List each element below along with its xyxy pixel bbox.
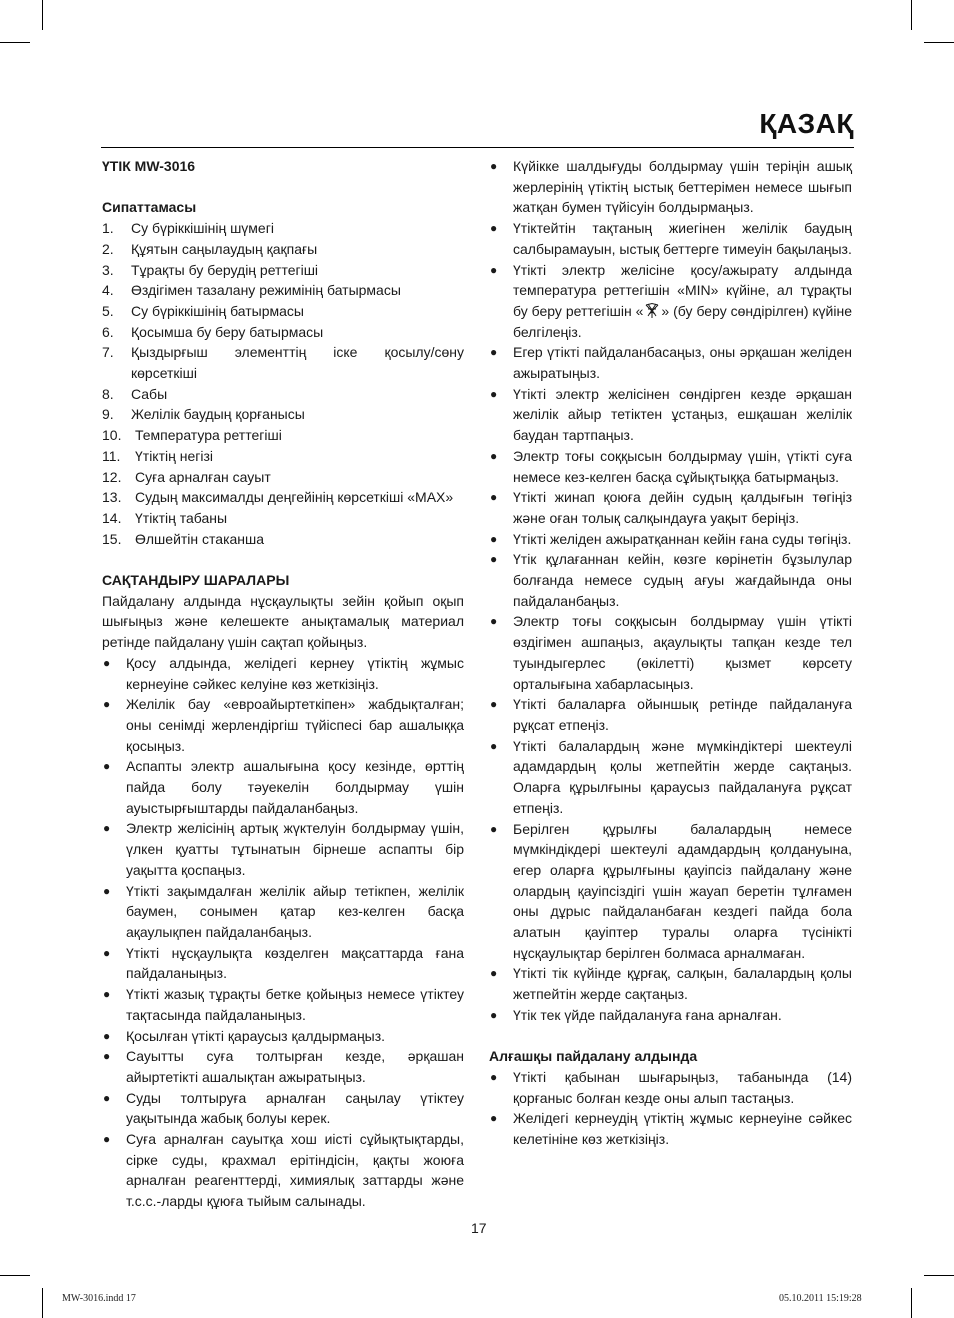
item-text: Аспапты электр ашалығына қосу кезінде, өрттің пайда болу тәуекелін болдырмау үшін ауыстырғыштарды пайдаланбаңыз.: [126, 758, 464, 816]
crop-mark: [924, 1275, 954, 1276]
bullet: ●: [103, 821, 111, 836]
item-text: Суға арналған сауытқа хош иісті сұйықтықтарды, сірке суды, крахмал ерітіндісін, қақты жоюға арналған реагенттерді, химиялық заттарды және т.с.с.-ларды құюға тыйым салынады.: [126, 1131, 464, 1210]
list-item: [489, 260, 852, 343]
item-text: Желілік баудың қорғанысы: [131, 406, 305, 423]
crop-mark: [0, 1275, 30, 1276]
crop-mark: [42, 0, 43, 30]
bullet: ●: [103, 1132, 111, 1147]
item-text: Үтікті балалардың және мүмкіндіктері шектеулі адамдардың қолы жетпейтін жерде сақтаңыз. Оларға құрылғыны қараусыз пайдалануға рұқсат етпеңіз.: [513, 737, 852, 816]
list-item: [489, 611, 852, 694]
description-heading: Сипаттамасы: [102, 199, 197, 216]
list-item: [489, 1005, 852, 1026]
bullet: ●: [103, 945, 111, 960]
item-number: 9.: [102, 406, 114, 423]
bullet: ●: [490, 1111, 498, 1126]
steam-off-icon: [643, 302, 661, 320]
list-item: [102, 508, 464, 529]
item-text: Күйікке шалдығуды болдырмау үшін теріңін ашық жерлерінің үтіктің ыстық беттерімен немесе шығып жатқан бумен түйісуін болдырмаңыз.: [513, 158, 852, 216]
item-text: Судың максималды деңгейінің көрсеткіші «MAX»: [135, 489, 454, 506]
item-text: Құятын саңылаудың қақпағы: [131, 240, 318, 257]
item-text: Электр желісінің артық жүктелуін болдырмау үшін, үлкен қуатты тұтынатын бірнеше аспапты бір уақытта қоспаңыз.: [126, 820, 464, 878]
bullet: ●: [490, 221, 498, 236]
item-number: 14.: [102, 509, 122, 526]
item-number: 11.: [102, 447, 121, 464]
item-text: Егер үтікті пайдаланбасаңыз, оны әрқашан желіден ажыратыңыз.: [513, 344, 852, 382]
right-column: [489, 156, 852, 1150]
item-text: Қыздырғыш элементтің іске қосылу/сөну көрсеткіші: [131, 344, 464, 382]
list-item: [489, 549, 852, 611]
steam-bullet-list: [489, 260, 852, 343]
list-item: [102, 818, 464, 880]
item-number: 5.: [102, 302, 114, 319]
bullet: ●: [103, 987, 111, 1002]
bullet: ●: [490, 552, 498, 567]
model-title: ҮТІК MW-3016: [102, 158, 196, 174]
list-item: [489, 694, 852, 735]
list-item: [102, 404, 464, 425]
bullet: ●: [103, 759, 111, 774]
item-number: 4.: [102, 282, 114, 299]
steam-text-after: » (бу беру сөндірілген) күйіне белгілеңіз.: [513, 302, 852, 340]
bullet: ●: [490, 966, 498, 981]
list-item: [102, 756, 464, 818]
bullet: ●: [103, 883, 111, 898]
bullet: ●: [490, 262, 498, 277]
crop-mark: [911, 1288, 912, 1318]
item-text: Температура реттегіші: [135, 427, 282, 444]
item-number: 12.: [102, 468, 122, 485]
list-item: [102, 280, 464, 301]
bullet: ●: [490, 1007, 498, 1022]
item-text: Үтікті жазық тұрақты бетке қойыңыз немесе үтіктеу тақтасында пайдаланыңыз.: [126, 986, 464, 1023]
safety-intro: Пайдалану алдында нұсқаулықты зейін қойып оқып шығыңыз және келешекте анықтамалық материал ретінде пайдалану үшін сақтап қойыңыз.: [102, 592, 464, 651]
item-text: Үтікті қабынан шығарыңыз, табанында (14) қорғаныс болған кезде оны алып тастаңыз.: [513, 1068, 852, 1106]
list-item: [489, 1108, 852, 1149]
list-item: [489, 736, 852, 819]
item-text: Желілік бау «евроайыртеткіпен» жабдықталған; оны сенімді жерлендіргіш түйіспесі бар ашалыққа қосыңыз.: [126, 696, 464, 754]
bullet: ●: [103, 697, 111, 712]
steam-text-before: Үтікті электр желісіне қосу/ажырату алдында температура реттегішін «MIN» күйіне, ал тұрақты бу беру реттегішін «: [513, 261, 852, 319]
steam-instruction: [513, 260, 852, 343]
bullet: ●: [490, 1069, 498, 1084]
bullet: ●: [490, 697, 498, 712]
bullet: ●: [490, 490, 498, 505]
item-number: 8.: [102, 385, 114, 402]
item-text: Суды толтыруға арналған саңылау үтіктеу уақытында жабық болуы керек.: [126, 1089, 464, 1127]
right-safety-list-continued: [489, 342, 852, 1025]
item-text: Үтікті жинап қоюға дейін судың қалдығын төгіңіз және оған толық салқындауға уақыт беріңіз.: [513, 489, 852, 526]
list-item: [102, 653, 464, 694]
item-number: 6.: [102, 323, 114, 340]
list-item: [102, 487, 464, 508]
language-title: ҚАЗАҚ: [759, 108, 854, 139]
item-text: Үтікті балаларға ойыншық ретінде пайдалануға рұқсат етпеңіз.: [513, 696, 852, 733]
item-text: Өлшейтін стаканша: [135, 530, 265, 547]
safety-heading: САҚТАНДЫРУ ШАРАЛАРЫ: [102, 572, 290, 589]
bullet: ●: [490, 386, 498, 401]
item-text: Үтікті желіден ажыратқаннан кейін ғана суды төгіңіз.: [513, 530, 852, 547]
list-item: [102, 881, 464, 943]
bullet: ●: [490, 738, 498, 753]
item-text: Берілген құрылғы балалардың немесе мүмкіндікдері шектеулі адамдардың қолдануына, егер оларға құрылғыны қауіпсіз пайдалану және олардың қауіпсіздігі үшін жауап беретін тұлғамен оны дұрыс пайдаланбаған кездегі пайда бола алатын қауіптер туралы оларға түсінікті нұсқаулықтар берілген болмаса арналмаған.: [513, 820, 852, 961]
list-item: [102, 342, 464, 383]
bullet: ●: [490, 614, 498, 629]
item-text: Желідегі кернеудің үтіктің жұмыс кернеуіне сәйкес келетініне көз жеткізіңіз.: [513, 1110, 852, 1148]
bullet: ●: [490, 821, 498, 836]
item-text: Үтіктің негізі: [135, 447, 213, 464]
item-text: Тұрақты бу берудің реттегіші: [131, 261, 319, 278]
header-rule: [101, 147, 854, 148]
list-item: [489, 529, 852, 550]
list-item: [102, 984, 464, 1025]
item-text: Өздігімен тазалану режимінің батырмасы: [131, 282, 401, 299]
first-use-heading: Алғашқы пайдалану алдында: [489, 1048, 698, 1065]
bullet: ●: [490, 159, 498, 173]
item-text: Үтікті электр желісінен сөндірген кезде әрқашан желілік айыр тетіктен ұстаңыз, ешқашан желілік баудан тартпаңыз.: [513, 385, 852, 444]
list-item: [102, 322, 464, 343]
list-item: [102, 1129, 464, 1212]
list-item: [102, 239, 464, 260]
list-item: [102, 301, 464, 322]
crop-mark: [924, 42, 954, 43]
right-safety-list: [489, 156, 852, 260]
item-number: 2.: [102, 240, 114, 257]
item-number: 15.: [102, 530, 122, 547]
item-text: Электр тоғы соққысын болдырмау үшін, үтікті суға немесе кез-келген басқа сұйықтыққа батырмаңыз.: [513, 447, 852, 485]
item-number: 10.: [102, 427, 122, 444]
list-item: [102, 446, 464, 467]
list-item: [102, 260, 464, 281]
item-text: Үтікті нұсқаулықта көзделген мақсаттарда ғана пайдаланыңыз.: [126, 944, 464, 982]
crop-mark: [0, 42, 30, 43]
crop-mark: [911, 0, 912, 30]
parts-list: [102, 218, 464, 549]
list-item: [102, 694, 464, 756]
crop-mark: [42, 1288, 43, 1318]
item-text: Үтіктің табаны: [135, 509, 228, 526]
list-item: [102, 1088, 464, 1129]
item-text: Үтік құлағаннан кейін, көзге көрінетін бұзылулар болғанда немесе судың ағуы жағдайында оны пайдаланбаңыз.: [513, 551, 852, 609]
footer-filename: MW-3016.indd 17: [62, 1293, 136, 1304]
list-item: [102, 218, 464, 239]
bullet: ●: [103, 1049, 111, 1064]
bullet: ●: [490, 345, 498, 360]
item-number: 7.: [102, 344, 114, 361]
page-number: 17: [471, 1220, 487, 1236]
item-text: Үтіктейтін тақтаның жиегінен желілік баудың салбырамауын, ыстық беттерге тимеуін бақылаңыз.: [513, 220, 852, 257]
item-text: Су бүріккішінің батырмасы: [131, 302, 304, 319]
list-item: [489, 156, 852, 218]
item-text: Су бүріккішінің шүмегі: [131, 220, 274, 237]
list-item: [102, 467, 464, 488]
item-text: Қосымша бу беру батырмасы: [131, 323, 324, 340]
item-number: 13.: [102, 489, 122, 506]
list-item: [489, 342, 852, 383]
list-item: [489, 218, 852, 259]
item-text: Суға арналған сауыт: [135, 468, 271, 485]
list-item: [489, 819, 852, 964]
item-text: Қосу алдында, желідегі кернеу үтіктің жұмыс кернеуіне сәйкес келуіне көз жеткізіңіз.: [126, 654, 464, 692]
safety-list: [102, 653, 464, 1212]
bullet: ●: [490, 531, 498, 546]
list-item: [102, 529, 464, 550]
list-item: [102, 1026, 464, 1047]
list-item: [489, 487, 852, 528]
item-text: Қосылған үтікті қараусыз қалдырмаңыз.: [126, 1027, 386, 1044]
footer-datetime: 05.10.2011 15:19:28: [779, 1293, 862, 1304]
list-item: [102, 384, 464, 405]
list-item: [489, 384, 852, 446]
item-number: 3.: [102, 261, 114, 278]
first-use-list: [489, 1067, 852, 1150]
item-text: Үтікті тік күйінде құрғақ, салқын, балалардың қолы жетпейтін жерде сақтаңыз.: [513, 965, 852, 1003]
bullet: ●: [103, 1090, 111, 1105]
list-item: [102, 1046, 464, 1087]
left-column: [102, 156, 464, 1212]
list-item: [489, 963, 852, 1004]
item-text: Сабы: [131, 385, 168, 402]
bullet: ●: [490, 448, 498, 463]
list-item: [102, 943, 464, 984]
item-text: Электр тоғы соққысын болдырмау үшін үтікті өздігімен ашпаңыз, ақаулықты тапқан кезде тел туындыгерлес (өкілетті) қызмет көрсету орталығына хабарласыңыз.: [513, 613, 852, 692]
bullet: ●: [103, 655, 111, 670]
item-text: Сауытты суға толтырған кезде, әрқашан айыртетікті ашалықтан ажыратыңыз.: [126, 1048, 464, 1085]
item-text: Үтік тек үйде пайдалануға ғана арналған.: [513, 1006, 782, 1023]
item-text: Үтікті зақымдалған желілік айыр тетікпен, желілік баумен, сонымен қатар кез-келген басқа ақаулықпен пайдаланбаңыз.: [126, 882, 464, 940]
item-number: 1.: [102, 220, 114, 237]
list-item: [489, 446, 852, 487]
list-item: [489, 1067, 852, 1108]
bullet: ●: [103, 1028, 111, 1043]
list-item: [102, 425, 464, 446]
